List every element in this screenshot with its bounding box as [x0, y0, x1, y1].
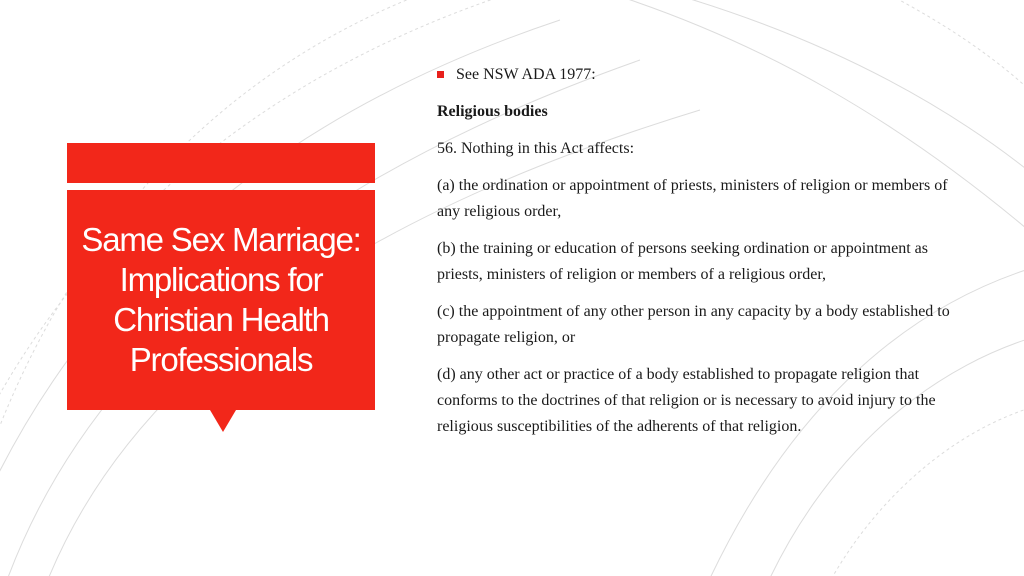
slide-title: Same Sex Marriage: Implications for Christian Health Professionals: [81, 221, 361, 378]
clause-d: (d) any other act or practice of a body established to propagate religion that conforms to the doctrines of that religion or is necessary to avoid injury to the religious susceptibilities of the adherents of that religion.: [437, 366, 936, 435]
clause-c: (c) the appointment of any other person in any capacity by a body established to propagate religion, or: [437, 303, 950, 346]
bullet-item: [437, 62, 967, 88]
clause-a: (a) the ordination or appointment of priests, ministers of religion or members of any religious order,: [437, 177, 948, 220]
bullet-text: See NSW ADA 1977:: [456, 66, 596, 83]
clause-b: (b) the training or education of persons seeking ordination or appointment as priests, ministers of religion or members of a religious order,: [437, 240, 928, 283]
square-bullet-icon: [437, 71, 444, 78]
title-accent-bar: [67, 143, 375, 183]
section-heading: Religious bodies: [437, 103, 548, 120]
content-area: [437, 62, 967, 440]
title-panel: [67, 190, 375, 410]
section-intro: 56. Nothing in this Act affects:: [437, 140, 635, 157]
title-pointer-triangle: [210, 410, 236, 432]
